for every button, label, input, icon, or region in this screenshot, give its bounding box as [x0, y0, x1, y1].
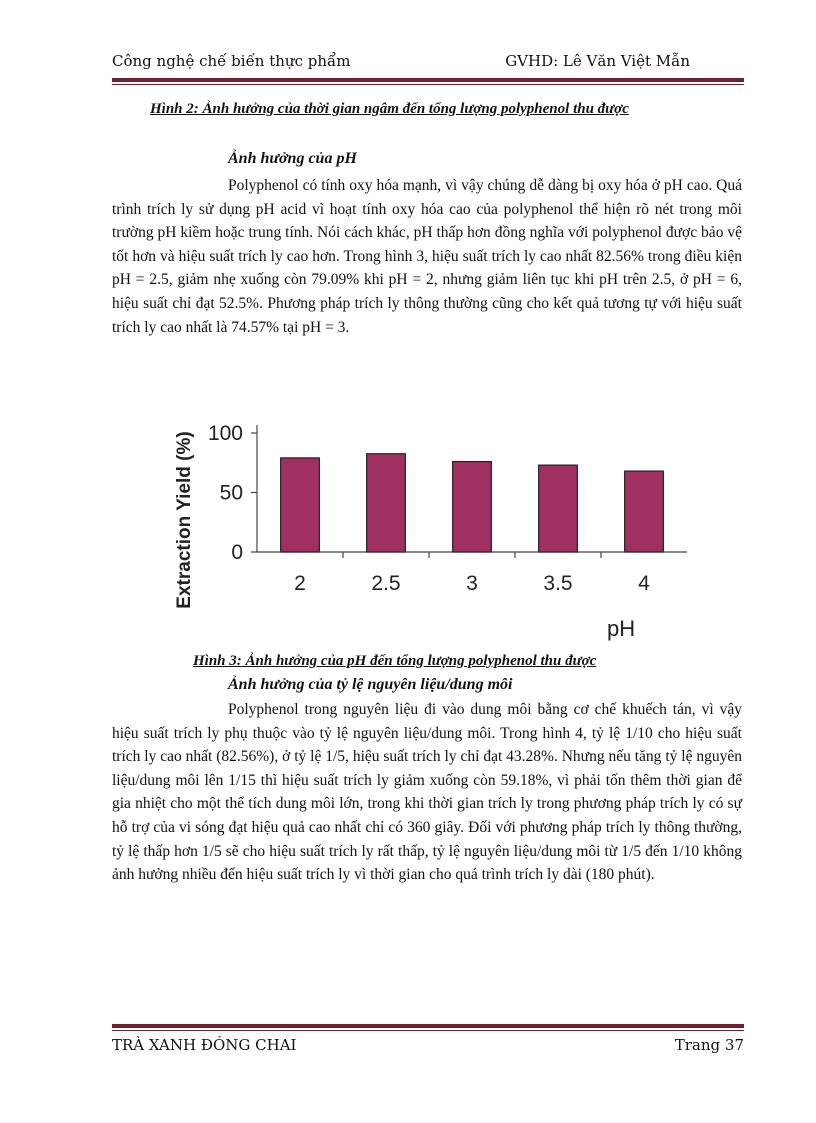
- x-axis-label: pH: [607, 616, 636, 641]
- figure-2-label: Hình 2:: [150, 101, 199, 117]
- y-tick-label: 100: [207, 422, 243, 445]
- extraction-yield-chart: [160, 380, 700, 650]
- bar-ph-2.5: [367, 454, 406, 552]
- y-tick-label: 50: [219, 481, 243, 505]
- bar-ph-3.5: [539, 465, 578, 552]
- page-footer: [112, 1036, 744, 1060]
- bar-ph-2: [281, 458, 320, 552]
- y-tick-label: 0: [231, 541, 243, 564]
- x-tick-label: 4: [638, 572, 650, 595]
- bar-ph-3: [453, 462, 492, 552]
- section-ratio-text: Polyphenol trong nguyên liệu đi vào dung môi bằng cơ chế khuếch tán, vì vậy hiệu suất trích ly phụ thuộc vào tỷ lệ nguyên liệu/dung môi. Trong hình 4, tỷ lệ 1/10 cho hiệu suất trích ly cao nhất (82.56%), ở tỷ lệ 1/5, hiệu suất trích ly chỉ đạt 43.28%. Nhưng nếu tăng tỷ lệ nguyên liệu/dung môi lên 1/15 thì hiệu suất trích ly giảm xuống còn 59.18%, vì phải tốn thêm thời gian để gia nhiệt cho một thể tích dung môi lớn, trong khi thời gian trích ly trong phương pháp trích ly có sự hỗ trợ của vi sóng đạt hiệu quả cao nhất chỉ có 360 giây. Đối với phương pháp trích ly thông thường, tỷ lệ thấp hơn 1/5 sẽ cho hiệu suất trích ly rất thấp, tỷ lệ nguyên liệu/dung môi từ 1/5 đến 1/10 không ảnh hưởng nhiều đến hiệu suất trích ly vì thời gian cho quá trình trích ly dài (180 phút).: [112, 701, 742, 884]
- footer-page-number: Trang 37: [674, 1036, 744, 1054]
- x-tick-label: 2: [294, 572, 306, 595]
- header-rule: [112, 78, 744, 85]
- figure-2-text: Ảnh hưởng của thời gian ngâm đến tổng lượng polyphenol thu được: [198, 101, 629, 117]
- figure-2-caption: [150, 101, 629, 118]
- x-tick-label: 3: [466, 572, 478, 595]
- section-ratio-paragraph: [112, 698, 742, 887]
- x-tick-label: 2.5: [371, 572, 401, 595]
- section-ratio-heading: Ảnh hưởng của tỷ lệ nguyên liệu/dung môi: [228, 676, 513, 693]
- figure-3-text: Ảnh hưởng của pH đến tổng lượng polyphenol thu được: [241, 653, 597, 669]
- header-instructor: GVHD: Lê Văn Việt Mẫn: [505, 52, 690, 70]
- bar-ph-4: [625, 471, 664, 552]
- figure-3-label: Hình 3:: [193, 653, 242, 669]
- section-ph-heading: Ảnh hưởng của pH: [228, 150, 357, 167]
- page-header: [112, 50, 744, 76]
- header-course-title: Công nghệ chế biến thực phẩm: [112, 52, 351, 70]
- section-ph-text: Polyphenol có tính oxy hóa mạnh, vì vậy chúng dễ dàng bị oxy hóa ở pH cao. Quá trình trích ly sử dụng pH acid vì hoạt tính oxy hóa cao của polyphenol thể hiện rõ nét trong môi trường pH kiềm hoặc trung tính. Nói cách khác, pH thấp hơn đồng nghĩa với polyphenol được bảo vệ tốt hơn và hiệu suất trích ly cao hơn. Trong hình 3, hiệu suất trích ly cao nhất 82.56% trong điều kiện pH = 2.5, giảm nhẹ xuống còn 79.09% khi pH = 2, nhưng giảm liên tục khi pH trên 2.5, ở pH = 6, hiệu suất chỉ đạt 52.5%. Phương pháp trích ly thông thường cũng cho kết quả tương tự với hiệu suất trích ly cao nhất là 74.57% tại pH = 3.: [112, 177, 742, 336]
- figure-3-caption: [193, 653, 596, 670]
- y-axis-label: Extraction Yield (%): [174, 431, 195, 609]
- footer-rule: [112, 1024, 744, 1031]
- x-tick-label: 3.5: [543, 572, 573, 595]
- footer-document-title: TRÀ XANH ĐÓNG CHAI: [112, 1036, 297, 1054]
- section-ph-paragraph: [112, 174, 742, 339]
